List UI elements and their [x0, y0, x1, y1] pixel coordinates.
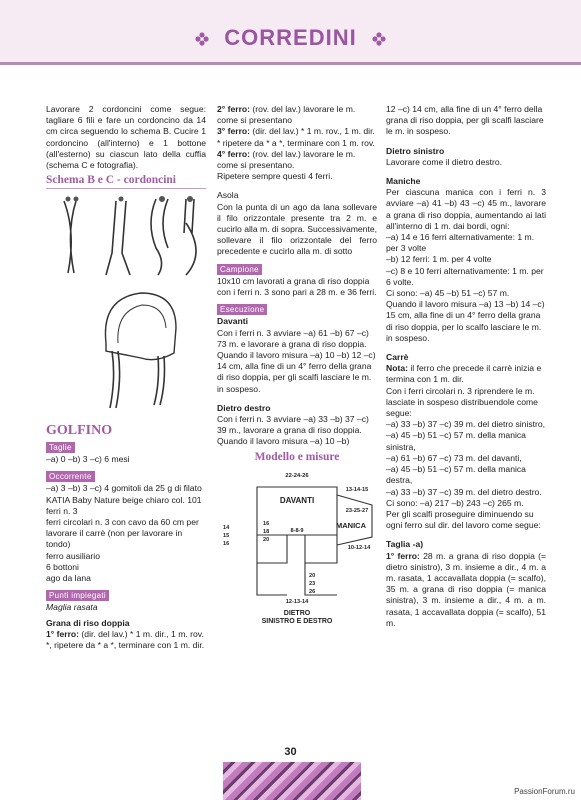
maniche-line: –b) 12 ferri: 1 m. per 4 volte — [386, 254, 492, 265]
punti-tag: Punti impiegati — [46, 590, 109, 601]
occorrente-line: ferri circolari n. 3 con cavo da 60 cm per lavorare il carrè (non per lavorare in tondo) — [46, 517, 199, 550]
taglia-text: 1° ferro: 28 m. a grana di riso doppia (= dietro sinistro), 3 m. insieme a dir., 4 m. a m. rasata, 1 accavallata doppia (= scalfo), 35 m. a grana di riso doppia (= manica sinistra), 3 m. insieme a dir., 4 m. a m. rasata, 1 accavallata doppia (= scalfo), 51 m. — [386, 550, 546, 628]
maniche-line: –c) 8 e 10 ferri alternativamente: 1 m. per 6 volte. — [386, 265, 544, 287]
occorrente-line: 6 bottoni — [46, 561, 79, 572]
measure-low: 23 — [309, 580, 316, 587]
campione-tag: Campione — [217, 264, 262, 275]
measure-left: 15 — [223, 532, 230, 539]
intro-paragraph: Lavorare 2 cordoncini come segue: tagliare 6 fili e fare un cordoncino da 14 cm circa seguendo lo schema B. Cucire 1 cordoncino (all'interno) e 1 bottone (all'esterno) su ciascun lato della cuffia (schema C e fotografia). — [46, 104, 206, 171]
taglia-title: Taglia -a) — [386, 539, 424, 550]
occorrente-line: ferro ausiliario — [46, 550, 100, 561]
measure-bottom: 12-13-14 — [285, 598, 309, 605]
dietro-destro-text: Quando il lavoro misura –a) 10 –b) — [217, 436, 350, 447]
credit-text: PassionForum.ru — [514, 787, 575, 796]
dietro-destro-title: Dietro destro — [217, 402, 271, 413]
grana-title: Grana di riso doppia — [46, 617, 130, 628]
measure-top: 22-24-26 — [285, 472, 309, 479]
asola-title: Asola — [217, 190, 239, 201]
davanti-text: Con i ferri n. 3 avviare –a) 61 –b) 67 –c) 73 m. e lavorare a grana di riso doppia. — [217, 327, 369, 349]
flower-icon — [195, 32, 209, 46]
asola-text: Con la punta di un ago da lana sollevare il filo orizzontale presente tra 2 m. e cucirlo alla m. di sopra. Successivamente, sollevare il filo orizzontale del ferro precedente e cucirlo alla m. di sotto — [217, 201, 378, 257]
carre-title: Carrè — [386, 352, 409, 363]
measure-left2: 20 — [263, 536, 270, 543]
measure-right: 10-12-14 — [347, 544, 371, 551]
maniche-line: Quando il lavoro misura –a) 13 –b) 14 –c) 15 cm, alla fine di un 4° ferro della grana di riso doppia, per lo scalfo lasciare le m. in sospeso. — [386, 299, 545, 343]
header-title-row — [0, 25, 581, 51]
occorrente-line: –a) 3 –b) 3 –c) 4 gomitoli da 25 g di filato KATIA Baby Nature beige chiaro col. 101 — [46, 483, 202, 505]
carre-line: –a) 61 –b) 67 –c) 73 m. del davanti, — [386, 452, 522, 463]
maniche-line: –a) 14 e 16 ferri alternativamente: 1 m. per 3 volte — [386, 232, 535, 254]
carre-line: Ci sono: –a) 217 –b) 243 –c) 265 m. — [386, 497, 524, 508]
maniche-line: Ci sono: –a) 45 –b) 51 –c) 57 m. — [386, 288, 510, 299]
carre-line: Per gli scalfi proseguire diminuendo su ogni ferro sul dir. del lavoro come segue: — [386, 508, 541, 531]
measure-mid: 8-8-9 — [290, 527, 304, 534]
grana-instruction: 1° ferro: (dir. del lav.) * 1 m. dir., 1 m. rov. *, ripetere da * a *, terminare con 1 m. dir. — [46, 628, 205, 651]
row-2-instruction: 2° ferro: (rov. del lav.) lavorare le m. come si presentano — [217, 104, 356, 126]
repeat-text: Ripetere sempre questi 4 ferri. — [217, 171, 333, 182]
occorrente-line: ferri n. 3 — [46, 505, 78, 516]
flower-icon — [372, 32, 386, 46]
maniche-title: Maniche — [386, 176, 421, 187]
measure-right: 13-14-15 — [345, 486, 369, 493]
measure-left: 16 — [223, 540, 230, 547]
continued-text: 12 –c) 14 cm, alla fine di un 4° ferro della grana di riso doppia, per gli scalfi lasciare le m. in sospeso. — [386, 104, 544, 137]
modello-title: Modello e misure — [254, 450, 340, 463]
page-header — [0, 0, 581, 65]
measure-low: 26 — [309, 588, 316, 595]
davanti-title: Davanti — [217, 316, 249, 327]
column-3 — [386, 104, 546, 629]
davanti-text: Quando il lavoro misura –a) 10 –b) 12 –c) 14 cm, alla fine di un 4° ferro della grana di riso doppia, per gli scalfi lasciare le m. in sospeso. — [217, 350, 376, 394]
column-1 — [46, 104, 206, 651]
row-4-instruction: 4° ferro: (rov. del lav.) lavorare le m. come si presentano. — [217, 148, 356, 171]
section-title: CORREDINI — [224, 25, 357, 50]
maglia-text: Maglia rasata — [46, 602, 98, 613]
measure-left: 14 — [223, 524, 230, 531]
carre-line: –a) 45 –b) 51 –c) 57 m. della manica destra, — [386, 464, 526, 486]
maniche-text: Per ciascuna manica con i ferri n. 3 avviare –a) 41 –b) 43 –c) 45 m., lavorare a grana di riso doppia, aumentando ai lati all'interno di 1 m. dai bordi, ogni: — [386, 187, 546, 231]
occorrente-tag: Occorrente — [46, 471, 95, 482]
measure-left2: 16 — [263, 520, 270, 527]
taglie-text: –a) 0 –b) 3 –c) 6 mesi — [46, 454, 130, 465]
page-number: 30 — [284, 746, 297, 758]
dietro-label: DIETRO — [283, 609, 311, 617]
esecuzione-tag: Esecuzione — [217, 304, 267, 315]
knit-texture-strip — [223, 762, 361, 800]
column-2 — [217, 104, 377, 625]
campione-text: 10x10 cm lavorati a grana di riso doppia con i ferri n. 3 sono pari a 28 m. e 36 ferri. — [217, 275, 377, 298]
occorrente-line: ago da lana — [46, 573, 91, 584]
measure-low: 20 — [309, 572, 316, 579]
taglie-tag: Taglie — [46, 442, 75, 453]
measure-left2: 18 — [263, 528, 270, 535]
nota-text: Nota: il ferro che precede il carrè inizia e termina con 1 m. dir. — [386, 363, 542, 385]
carre-line: –a) 33 –b) 37 –c) 39 m. del dietro sinistro, — [386, 419, 546, 430]
measure-right: 23-25-27 — [345, 507, 369, 514]
dietro-destro-text: Con i ferri n. 3 avviare –a) 33 –b) 37 –c) 39 m., lavorare a grana di riso doppia. — [217, 414, 369, 436]
carre-line: –a) 45 –b) 51 –c) 57 m. della manica sinistra, — [386, 430, 526, 452]
dietro-sinistro-title: Dietro sinistro — [386, 145, 445, 156]
row-3-instruction: 3° ferro: (dir. del lav.) * 1 m. rov., 1 m. dir. * ripetere da * a *, terminare con 1 m. rov. — [217, 126, 375, 148]
carre-line: –a) 33 –b) 37 –c) 39 m. del dietro destro. — [386, 486, 542, 497]
manica-label: MANICA — [336, 520, 366, 530]
dietro-sinistro-text: Lavorare come il dietro destro. — [386, 156, 503, 167]
davanti-label: DAVANTI — [279, 495, 315, 505]
cord-and-bonnet-illustration — [46, 193, 206, 413]
schema-title: Schema B e C - cordoncini — [46, 174, 177, 187]
carre-text: Con i ferri circolari n. 3 riprendere le m. lasciate in sospeso distribuendole come segue: — [386, 385, 538, 419]
schematic-diagram — [217, 465, 377, 625]
golfino-title: GOLFINO — [46, 422, 113, 438]
dietro-label: SINISTRO E DESTRO — [261, 617, 333, 625]
